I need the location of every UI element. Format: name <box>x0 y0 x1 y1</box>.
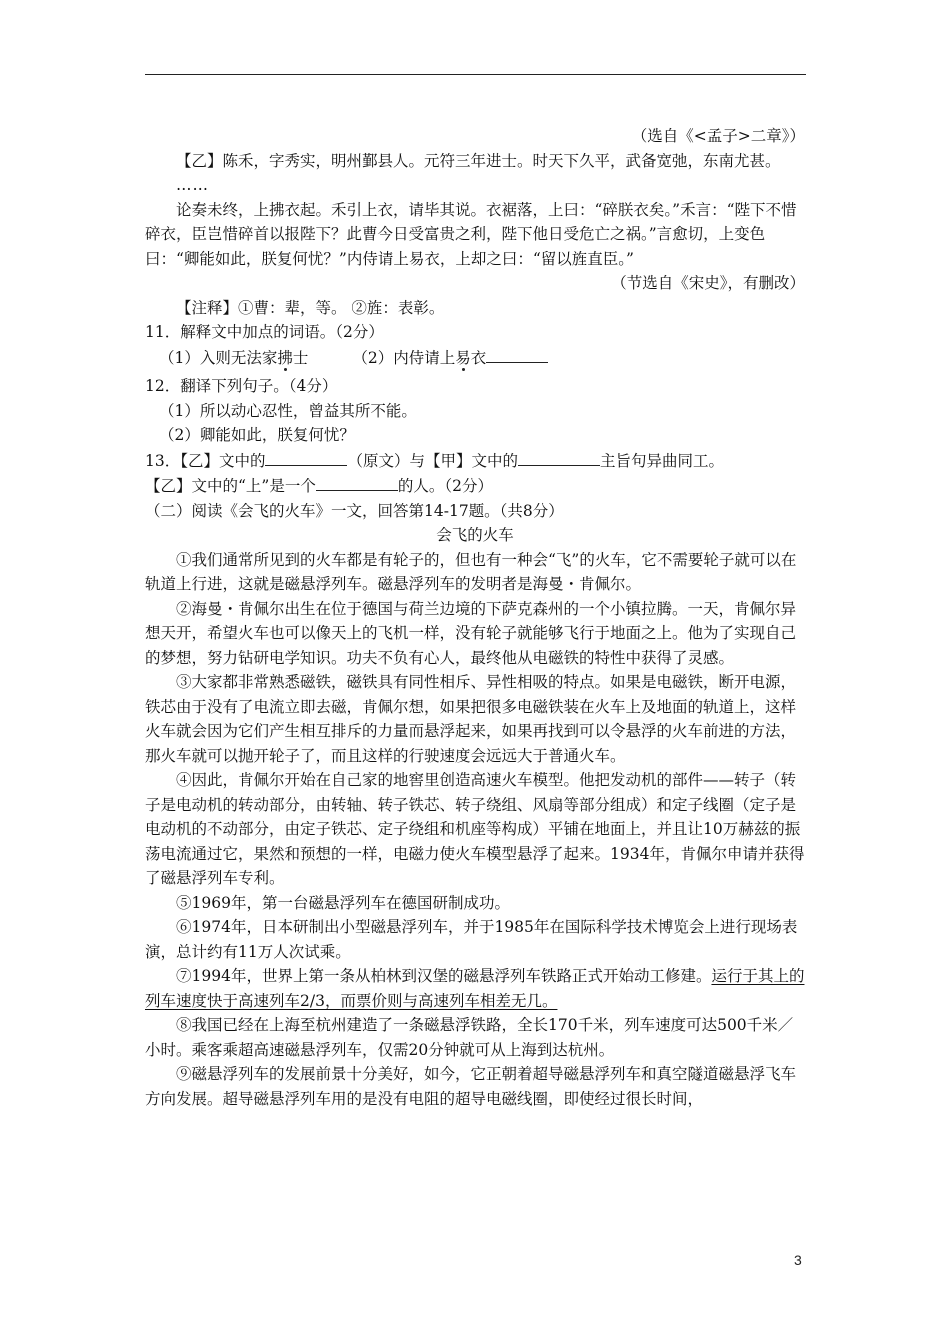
question-13-line-2: 【乙】文中的“上”是一个 的人。（2分） <box>145 473 805 499</box>
page-number: 3 <box>794 1252 802 1268</box>
underlined-sentence: 运行于其上的列车速度快于高速列车2/3，而票价则与高速列车相差无几。 <box>145 967 805 1010</box>
section-2-heading: （二）阅读《会飞的火车》一文，回答第14-17题。（共8分） <box>145 501 564 520</box>
article-para-8: ⑧我国已经在上海至杭州建造了一条磁悬浮铁路，全长170千米，列车速度可达500千米／小时。乘客乘超高速磁悬浮列车，仅需20分钟就可从上海到达杭州。 <box>145 1016 794 1059</box>
question-13-line-1: 13．【乙】文中的 （原文）与【甲】文中的 主旨句异曲同工。 <box>145 448 805 474</box>
annotation-note: 【注释】①曹：辈，等。 ②旌：表彰。 <box>176 298 445 317</box>
question-11-items: （1）入则无法家拂士 （2）内侍请上易衣 <box>145 345 805 371</box>
header-rule <box>145 74 806 75</box>
article-para-5: ⑤1969年，第一台磁悬浮列车在德国研制成功。 <box>176 893 510 912</box>
yi-passage-para2: 论奏未终，上拂衣起。禾引上衣，请毕其说。衣裾落，上曰：“碎朕衣矣。”禾言：“陛下不惜碎衣，臣岂惜碎首以报陛下？此曹今日受富贵之利，陛下他日受危亡之祸。”言愈切，上变色曰：“卿能如此，朕复何忧？”内侍请上易衣，上却之曰：“留以旌直臣。” <box>145 200 797 268</box>
answer-blank-13c[interactable] <box>316 473 398 491</box>
yi-passage-para1: 【乙】陈禾，字秀实，明州鄞县人。元符三年进士。时天下久平，武备宽弛，东南尤甚。 <box>176 151 781 170</box>
answer-blank-11[interactable] <box>486 345 548 363</box>
answer-blank-13a[interactable] <box>265 448 347 466</box>
dotted-word-fu: 拂 <box>277 348 293 367</box>
article-title: 会飞的火车 <box>436 526 514 544</box>
question-12-sentence-2: （2）卿能如此，朕复何忧？ <box>159 426 355 444</box>
question-12-sentence-1: （1）所以动心忍性，曾益其所不能。 <box>159 401 417 420</box>
answer-blank-13b[interactable] <box>518 448 600 466</box>
article-para-6: ⑥1974年，日本研制出小型磁悬浮列车，并于1985年在国际科学技术博览会上进行现场表演，总计约有11万人次试乘。 <box>145 918 798 961</box>
source-songshi: （节选自《宋史》，有删改） <box>611 274 805 292</box>
article-para-4: ④因此，肯佩尔开始在自己家的地窖里创造高速火车模型。他把发动机的部件——转子（转子是电动机的转动部分，由转轴、转子铁芯、转子绕组、风扇等部分组成）和定子线圈（定子是电动机的不动部分，由定子铁芯、定子绕组和机座等构成）平铺在地面上，并且让10万赫兹的振荡电流通过它，果然和预想的一样，电磁力使火车模型悬浮了起来。1934年，肯佩尔申请并获得了磁悬浮列车专利。 <box>145 771 805 887</box>
question-11-stem: 11．解释文中加点的词语。（2分） <box>145 323 384 341</box>
article-para-1: ①我们通常所见到的火车都是有轮子的，但也有一种会“飞”的火车，它不需要轮子就可以在轨道上行进，这就是磁悬浮列车。磁悬浮列车的发明者是海曼・肯佩尔。 <box>145 550 797 593</box>
source-mengzi: （选自《<孟子>二章》） <box>631 127 805 145</box>
question-12-stem: 12．翻译下列句子。（4分） <box>145 377 338 395</box>
article-para-9: ⑨磁悬浮列车的发展前景十分美好，如今，它正朝着超导磁悬浮列车和真空隧道磁悬浮飞车方向发展。超导磁悬浮列车用的是没有电阻的超导电磁线圈，即使经过很长时间， <box>145 1065 797 1108</box>
article-para-3: ③大家都非常熟悉磁铁，磁铁具有同性相斥、异性相吸的特点。如果是电磁铁，断开电源，铁芯由于没有了电流立即去磁，肯佩尔想，如果把很多电磁铁装在火车上及地面的轨道上，这样火车就会因为它们产生相互排斥的力量而悬浮起来，如果再找到可以令悬浮的火车前进的方法，那火车就可以抛开轮子了，而且这样的行驶速度会远远大于普通火车。 <box>145 673 797 765</box>
article-para-7: ⑦1994年，世界上第一条从柏林到汉堡的磁悬浮列车铁路正式开始动工修建。运行于其上的列车速度快于高速列车2/3，而票价则与高速列车相差无几。 <box>145 967 805 1010</box>
dotted-word-yi: 易 <box>455 348 471 367</box>
document-body <box>145 124 805 1111</box>
ellipsis: …… <box>176 176 209 194</box>
article-para-2: ②海曼・肯佩尔出生在位于德国与荷兰边境的下萨克森州的一个小镇拉腾。一天，肯佩尔异想天开，希望火车也可以像天上的飞机一样，没有轮子就能够飞行于地面之上。他为了实现自己的梦想，努力钻研电学知识。功夫不负有心人，最终他从电磁铁的特性中获得了灵感。 <box>145 599 797 667</box>
